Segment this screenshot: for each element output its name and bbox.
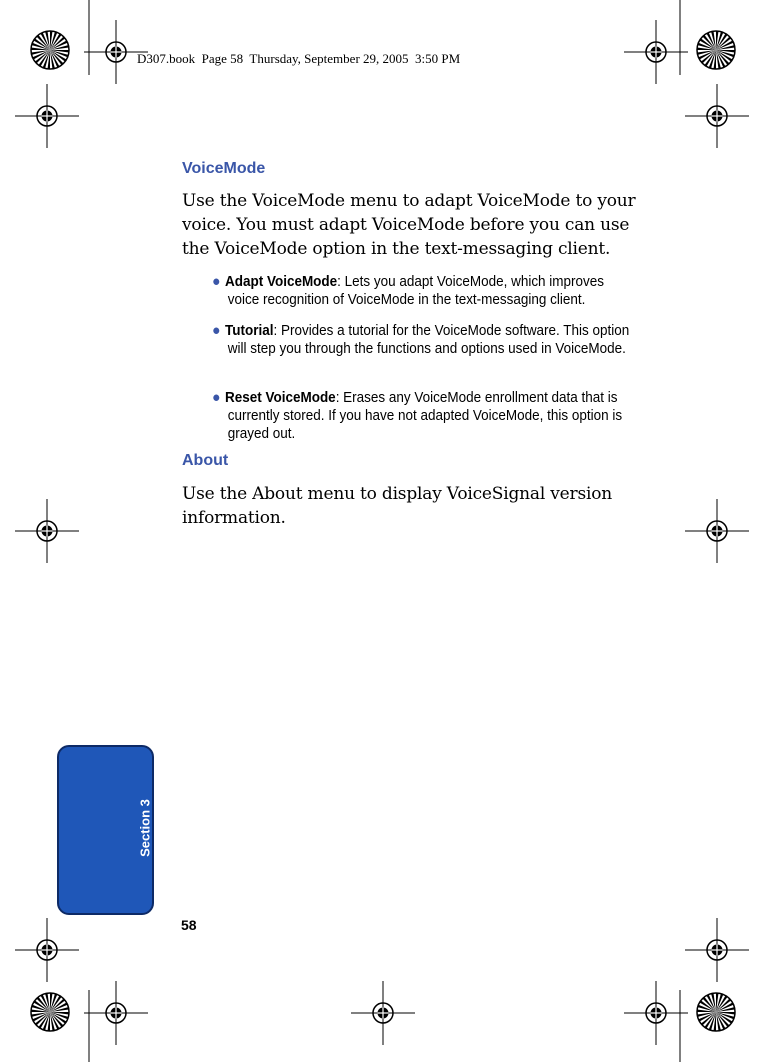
crosshair-mark — [84, 981, 148, 1045]
heading-about: About — [182, 452, 229, 469]
bullet-reset-voicemode: ● Reset VoiceMode: Erases any VoiceMode enrollment data that is currently stored. If you have not adapted VoiceMode, this option is grayed out. — [212, 389, 623, 442]
starburst-mark — [31, 993, 69, 1031]
crosshair-mark — [351, 981, 415, 1045]
crosshair-mark — [685, 84, 749, 148]
crosshair-mark — [624, 20, 688, 84]
print-header: D307.book Page 58 Thursday, September 29, 2005 3:50 PM — [137, 51, 461, 66]
crosshair-mark — [624, 981, 688, 1045]
crosshair-mark — [15, 499, 79, 563]
crosshair-mark — [15, 918, 79, 982]
heading-voicemode: VoiceMode — [182, 160, 266, 177]
bullet-adapt-voicemode: ● Adapt VoiceMode: Lets you adapt VoiceMode, which improves voice recognition of VoiceMode in the text-messaging client. — [212, 273, 605, 308]
crosshair-mark — [15, 84, 79, 148]
bullet-tutorial: ● Tutorial: Provides a tutorial for the VoiceMode software. This option will step you through the functions and options used in VoiceMode. — [212, 322, 630, 357]
bullet-dot-icon: ● — [212, 389, 221, 406]
starburst-mark — [697, 31, 735, 69]
bullet-dot-icon: ● — [212, 322, 221, 339]
page-number: 58 — [181, 917, 197, 933]
bullet-dot-icon: ● — [212, 273, 221, 290]
about-body: Use the About menu to display VoiceSignal version information. — [182, 484, 612, 528]
crosshair-mark — [685, 499, 749, 563]
starburst-mark — [31, 31, 69, 69]
crosshair-mark — [685, 918, 749, 982]
starburst-mark — [697, 993, 735, 1031]
section-tab-label: Section 3 — [137, 799, 153, 857]
voicemode-body: Use the VoiceMode menu to adapt VoiceMode to your voice. You must adapt VoiceMode before you can use the VoiceMode option in the text-messaging client. — [182, 191, 636, 259]
